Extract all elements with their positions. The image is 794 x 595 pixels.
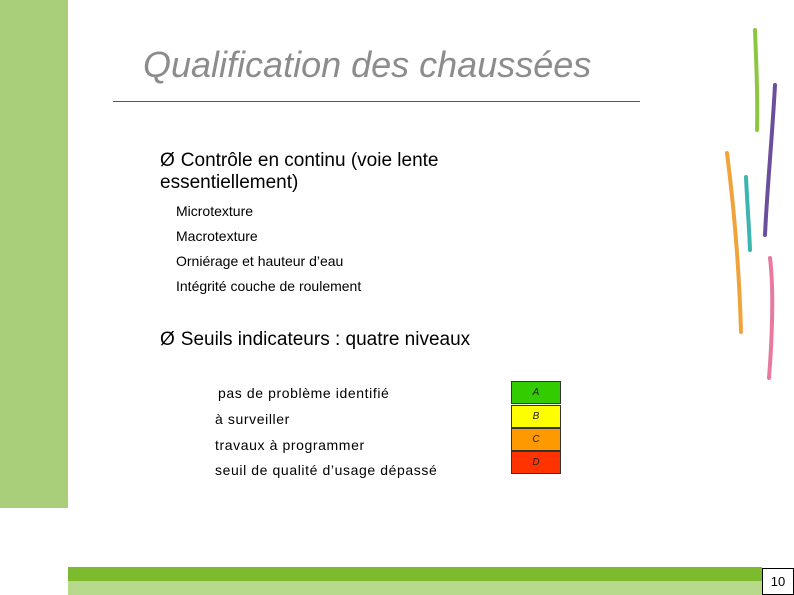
section-heading-thresholds bbox=[160, 329, 470, 351]
left-band-footer bbox=[0, 508, 68, 595]
level-label-d: seuil de qualité d’usage dépassé bbox=[215, 462, 438, 478]
level-swatch-a: A bbox=[511, 381, 561, 404]
page-number: 10 bbox=[762, 568, 794, 595]
list-item-macrotexture: Macrotexture bbox=[176, 228, 258, 244]
level-label-b: à surveiller bbox=[215, 411, 290, 427]
section-heading-text: Seuils indicateurs : quatre niveaux bbox=[180, 329, 471, 350]
deco-line-pink bbox=[769, 258, 772, 378]
level-swatch-d: D bbox=[511, 451, 561, 474]
arrow-bullet-icon: Ø bbox=[160, 150, 175, 171]
footer-bar-lower bbox=[68, 581, 762, 595]
deco-line-orange bbox=[727, 153, 741, 332]
level-swatch-b: B bbox=[511, 405, 561, 428]
slide-title: Qualification des chaussées bbox=[143, 44, 592, 85]
list-item-surface-integrity: Intégrité couche de roulement bbox=[176, 278, 362, 294]
decorative-lines bbox=[715, 20, 794, 390]
section-heading-continuous-control bbox=[160, 150, 520, 194]
list-item-rutting: Orniérage et hauteur d’eau bbox=[176, 253, 344, 269]
level-swatch-c: C bbox=[511, 428, 561, 451]
deco-line-purple bbox=[765, 85, 775, 235]
title-underline bbox=[113, 101, 640, 102]
arrow-bullet-icon: Ø bbox=[160, 329, 175, 350]
list-item-microtexture: Microtexture bbox=[176, 203, 254, 219]
level-label-a: pas de problème identifié bbox=[218, 385, 390, 401]
left-green-band bbox=[0, 0, 68, 508]
deco-line-green bbox=[755, 30, 757, 130]
footer-bar bbox=[68, 567, 762, 581]
level-label-c: travaux à programmer bbox=[215, 437, 365, 453]
section-heading-text: Contrôle en continu (voie lente essentiellement) bbox=[160, 150, 439, 193]
deco-line-teal bbox=[746, 177, 750, 250]
